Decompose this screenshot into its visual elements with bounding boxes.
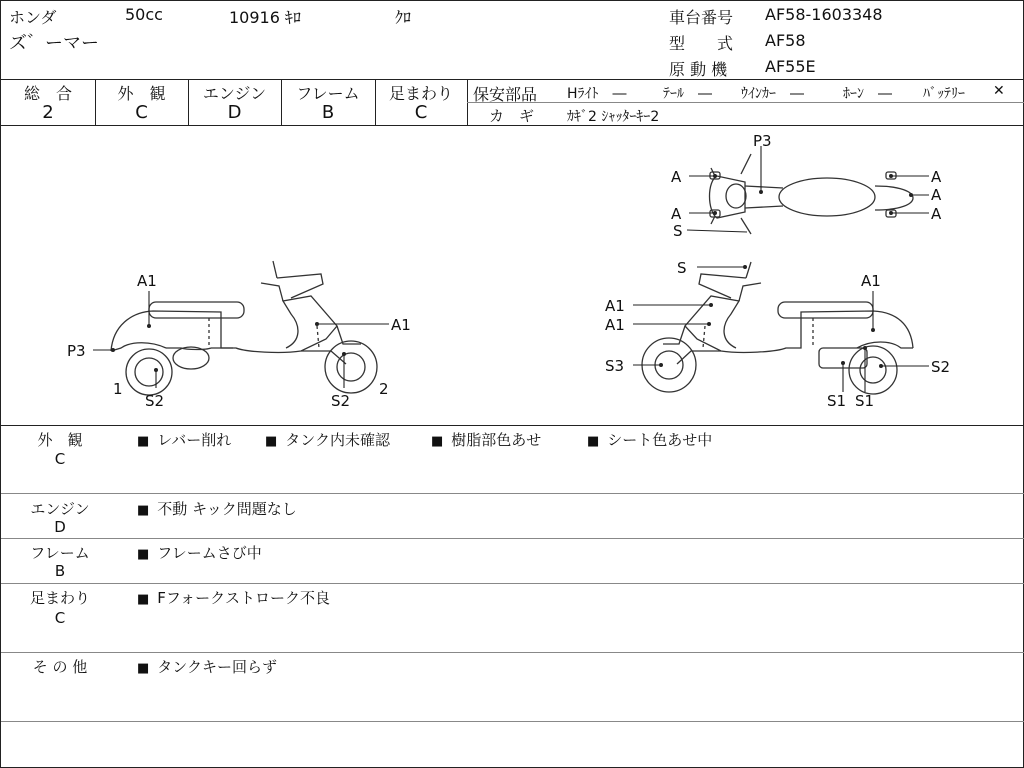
- chassis-label: 車台番号: [669, 8, 734, 27]
- top-label-a-right-upper: A: [931, 168, 942, 186]
- grade-suspension-value: C: [414, 102, 428, 123]
- remark-exterior-extra-1: ■ タンク内未確認: [265, 429, 390, 450]
- right-label-s1-a: S1: [827, 392, 847, 410]
- remark-engine-category: エンジン: [30, 500, 90, 518]
- grade-exterior-label: 外 観: [117, 84, 166, 103]
- left-label-s2-rear: S2: [331, 392, 351, 410]
- model-name: ズ゛ーマー: [9, 33, 99, 54]
- scooter-top-view: [710, 154, 914, 234]
- grade-frame-value: B: [321, 102, 335, 123]
- top-label-a-left-lower: A: [671, 205, 682, 223]
- chassis-value: AF58-1603348: [765, 5, 883, 24]
- engine-value: AF55E: [765, 57, 816, 76]
- left-label-1: 1: [113, 380, 123, 398]
- top-label-a-left-upper: A: [671, 168, 682, 186]
- type-label: 型 式: [669, 34, 734, 53]
- grade-exterior-value: C: [135, 102, 148, 123]
- left-label-p3: P3: [67, 342, 86, 360]
- left-label-s2-front: S2: [145, 392, 165, 410]
- top-label-a-right-lower: A: [931, 205, 942, 223]
- grade-frame-label: フレーム: [296, 84, 360, 103]
- safety-item-headlight: Hﾗｲﾄ ―: [567, 86, 627, 102]
- remark-exterior-grade: C: [54, 450, 66, 468]
- right-label-a1-lower: A1: [605, 316, 625, 334]
- grade-engine-label: エンジン: [202, 84, 267, 103]
- mileage: 10916 ｷﾛ: [229, 8, 301, 27]
- engine-label: 原 動 機: [669, 60, 728, 79]
- remark-exterior-note: ■ レバー削れ: [137, 429, 231, 450]
- remark-other-note: ■ タンクキー回らず: [137, 656, 277, 677]
- right-label-a1-rear: A1: [861, 272, 881, 290]
- right-label-s1-b: S1: [855, 392, 875, 410]
- left-label-a1-side: A1: [391, 316, 411, 334]
- top-label-s: S: [673, 222, 683, 240]
- key-value: ｶｷﾞ2 ｼｬｯﾀｰｷｰ2: [567, 109, 660, 125]
- color: ｸﾛ: [395, 8, 412, 27]
- right-label-a1-upper: A1: [605, 297, 625, 315]
- remark-other-category: そ の 他: [32, 658, 88, 676]
- remark-suspension-category: 足まわり: [29, 589, 90, 607]
- right-label-s: S: [677, 259, 687, 277]
- type-value: AF58: [765, 31, 806, 50]
- left-label-2: 2: [379, 380, 389, 398]
- remark-exterior-extra-2: ■ 樹脂部色あせ: [431, 429, 541, 450]
- right-label-s3: S3: [605, 357, 625, 375]
- safety-item-battery: ﾊﾞｯﾃﾘｰ: [923, 86, 965, 102]
- grade-overall-label: 総 合: [23, 84, 72, 103]
- remark-engine-note: ■ 不動 キック問題なし: [137, 498, 297, 519]
- top-label-p3: P3: [753, 132, 772, 150]
- left-label-a1-top: A1: [137, 272, 157, 290]
- key-label: カ ギ: [489, 107, 535, 125]
- remark-exterior-extra-3: ■ シート色あせ中: [587, 429, 712, 450]
- right-label-s2: S2: [931, 358, 951, 376]
- remark-frame-grade: B: [54, 562, 66, 580]
- safety-label: 保安部品: [473, 85, 538, 104]
- remark-engine-grade: D: [54, 518, 66, 536]
- battery-missing-mark: ✕: [993, 83, 1005, 99]
- safety-item-winker: ｳｲﾝｶｰ ―: [741, 86, 804, 102]
- remark-suspension-grade: C: [54, 609, 66, 627]
- top-label-a-right-mid: A: [931, 186, 942, 204]
- grade-suspension-label: 足まわり: [388, 84, 453, 103]
- remark-exterior-category: 外 観: [37, 431, 83, 449]
- grade-engine-value: D: [227, 102, 242, 123]
- safety-item-horn: ﾎｰﾝ ―: [843, 86, 892, 102]
- displacement: 50cc: [125, 5, 163, 24]
- damage-diagram: [1, 126, 1024, 424]
- safety-item-tail: ﾃｰﾙ ―: [663, 86, 712, 102]
- maker: ホンダ: [9, 8, 57, 27]
- remark-suspension-note: ■ Fフォークストローク不良: [137, 587, 330, 608]
- remark-frame-category: フレーム: [30, 544, 90, 562]
- remark-frame-note: ■ フレームさび中: [137, 542, 262, 563]
- grade-overall-value: 2: [42, 102, 54, 123]
